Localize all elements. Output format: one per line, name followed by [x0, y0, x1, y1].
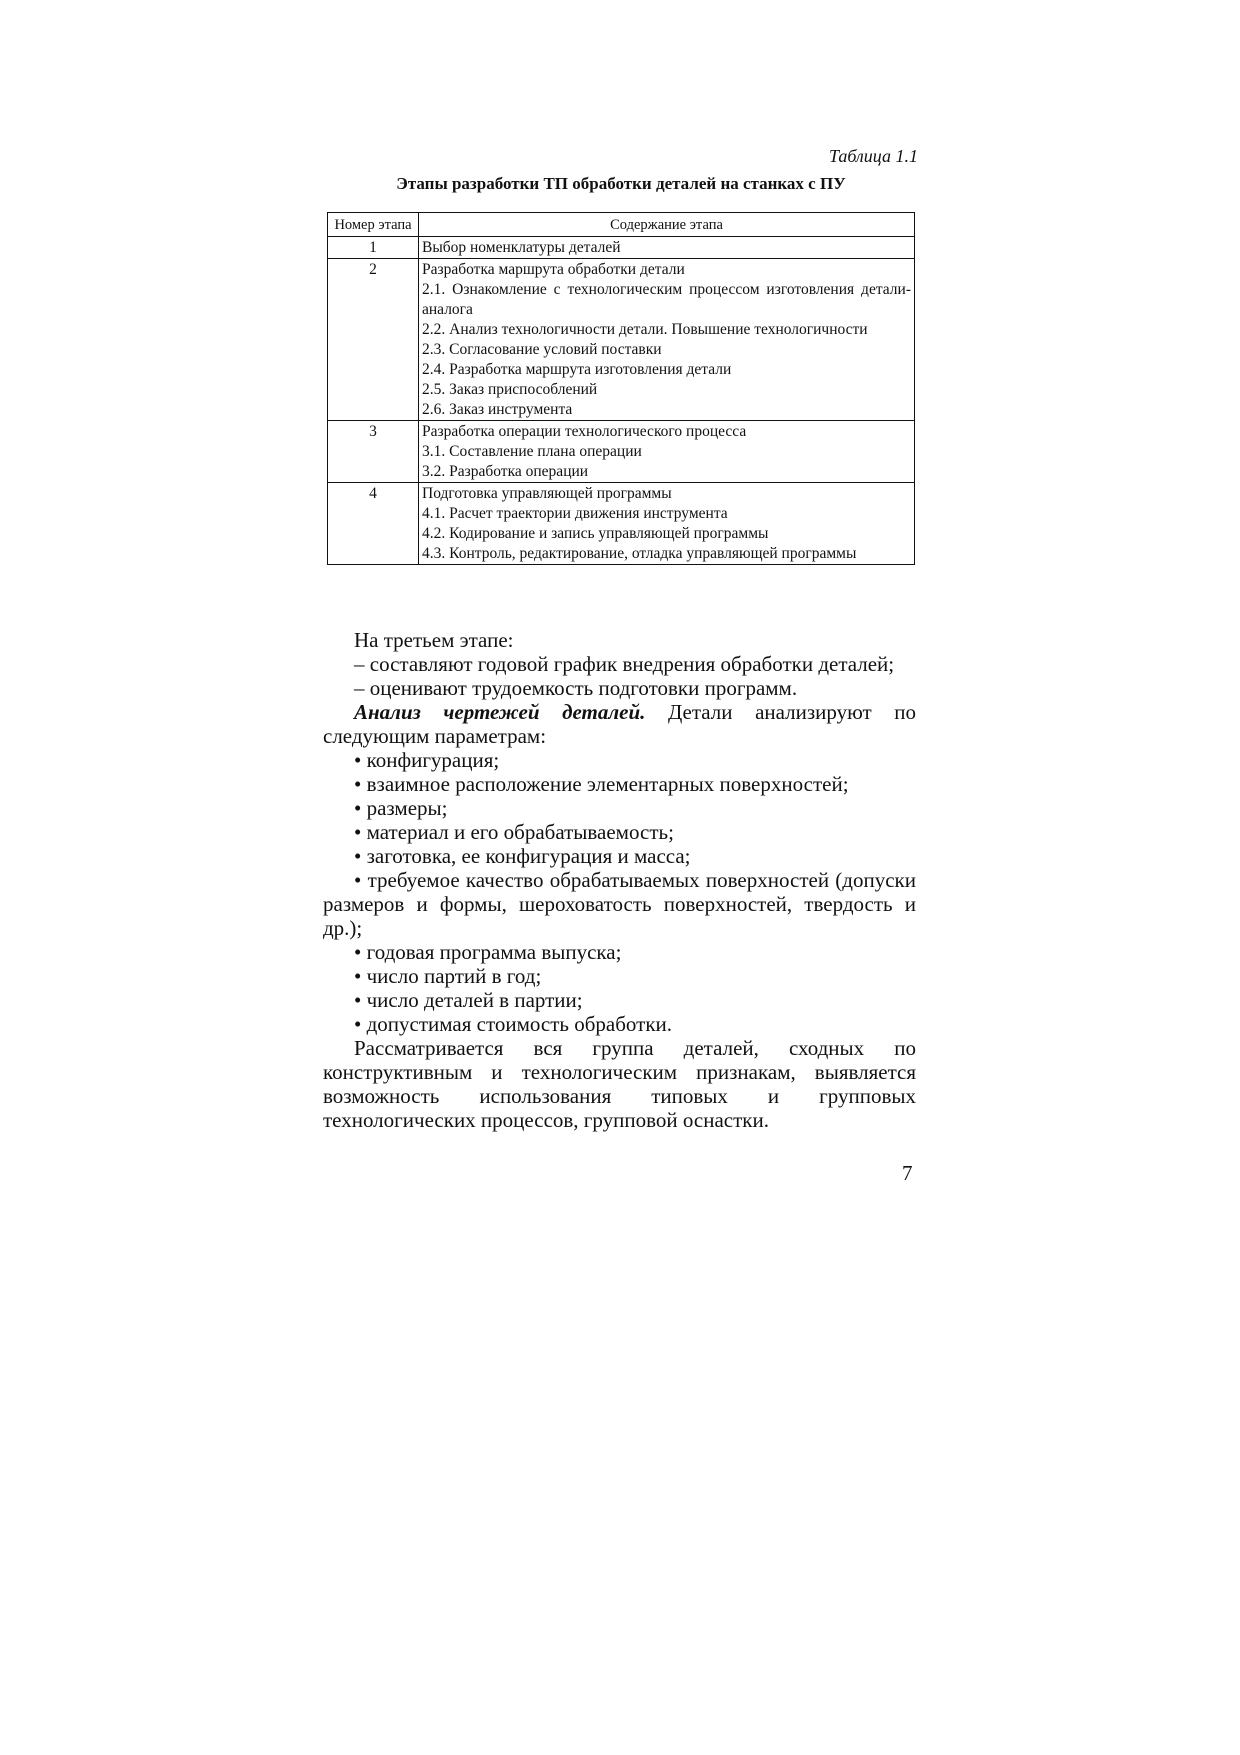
- list-item: • материал и его обрабатываемость;: [354, 820, 674, 844]
- table-header-row: [328, 213, 915, 237]
- stage-number: 2: [328, 259, 419, 421]
- list-item: • число партий в год;: [354, 964, 542, 988]
- stage3-item: – составляют годовой график внедрения обработки деталей;: [354, 652, 895, 676]
- stage-line: 2.5. Заказ приспособлений: [422, 381, 598, 398]
- stage-line: 4.3. Контроль, редактирование, отладка управляющей программы: [422, 545, 857, 562]
- stage-line: Разработка маршрута обработки детали: [422, 261, 685, 278]
- list-item: • взаимное расположение элементарных поверхностей;: [354, 772, 849, 796]
- stage-line: 3.1. Составление плана операции: [422, 443, 642, 460]
- table-row: [328, 421, 915, 483]
- stage-line: 2.1. Ознакомление с технологическим процессом изготовления детали-аналога: [422, 281, 911, 318]
- stage-line: 2.4. Разработка маршрута изготовления детали: [422, 361, 732, 378]
- stage3-item: – оценивают трудоемкость подготовки программ.: [354, 676, 798, 700]
- table-label: Таблица 1.1: [828, 146, 918, 166]
- list-item: • размеры;: [354, 796, 448, 820]
- stage-line: Выбор номенклатуры деталей: [422, 239, 621, 256]
- stage-number: 4: [328, 483, 419, 565]
- body-text: [323, 628, 916, 1132]
- stage-line: Разработка операции технологического процесса: [422, 423, 747, 440]
- stage-line: 4.1. Расчет траектории движения инструмента: [422, 505, 728, 522]
- stage-line: 2.3. Согласование условий поставки: [422, 341, 662, 358]
- analysis-heading: Анализ чертежей деталей.: [354, 700, 646, 724]
- stage-content: [419, 259, 915, 421]
- stage-number: 3: [328, 421, 419, 483]
- analysis-text: Детали анализируют по следующим параметрам:: [323, 700, 916, 748]
- page-number: 7: [902, 1161, 913, 1185]
- stage-line: 2.6. Заказ инструмента: [422, 401, 573, 418]
- stage-line: Подготовка управляющей программы: [422, 485, 672, 502]
- stage-content: [419, 421, 915, 483]
- list-item: • число деталей в партии;: [354, 988, 583, 1012]
- table-row: [328, 237, 915, 259]
- stage-content: [419, 483, 915, 565]
- list-item: • конфигурация;: [354, 748, 500, 772]
- table-row: [328, 483, 915, 565]
- stage-line: 3.2. Разработка операции: [422, 463, 589, 480]
- stage-line: 2.2. Анализ технологичности детали. Повышение технологичности: [422, 321, 868, 338]
- list-item: • требуемое качество обрабатываемых поверхностей (допуски размеров и формы, шероховатость поверхностей, твердость и др.);: [323, 868, 916, 940]
- stage3-intro: На третьем этапе:: [354, 628, 514, 652]
- table-title: Этапы разработки ТП обработки деталей на станках с ПУ: [396, 174, 846, 193]
- closing-paragraph: Рассматривается вся группа деталей, сходных по конструктивным и технологическим признакам, выявляется возможность использования типовых и групповых технологических процессов, групповой оснастки.: [323, 1036, 916, 1132]
- list-item: • годовая программа выпуска;: [354, 940, 622, 964]
- analysis-paragraph: [323, 700, 916, 748]
- stages-table: [327, 212, 915, 565]
- stage-line: 4.2. Кодирование и запись управляющей программы: [422, 525, 769, 542]
- header-stage-content: Содержание этапа: [419, 213, 915, 237]
- stage-number: 1: [328, 237, 419, 259]
- table-row: [328, 259, 915, 421]
- list-item: • заготовка, ее конфигурация и масса;: [354, 844, 691, 868]
- list-item: • допустимая стоимость обработки.: [354, 1012, 673, 1036]
- stage-content: [419, 237, 915, 259]
- header-stage-number: Номер этапа: [328, 213, 419, 237]
